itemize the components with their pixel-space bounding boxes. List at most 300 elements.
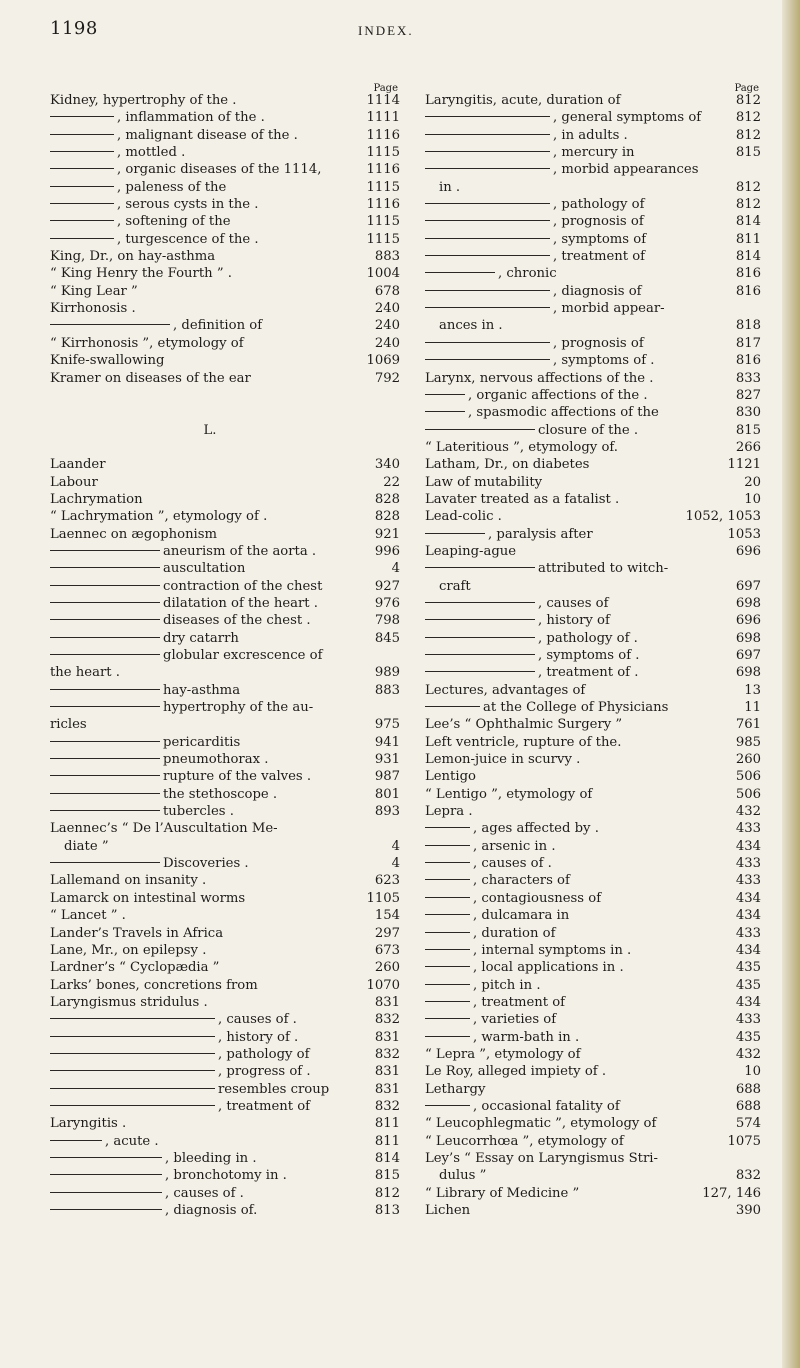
page-reference: 814 <box>735 249 761 265</box>
page-reference: 4 <box>391 856 400 872</box>
page-reference: 623 <box>374 873 400 889</box>
index-entry <box>50 508 400 525</box>
index-entry <box>50 1029 400 1046</box>
index-entry <box>50 699 400 716</box>
entry-text <box>50 109 265 126</box>
entry-label: Lead-colic . <box>425 509 502 525</box>
entry-text <box>50 144 185 161</box>
index-entry <box>50 786 400 803</box>
ditto-rule <box>425 238 550 239</box>
index-entry <box>50 1150 400 1167</box>
index-entry <box>425 161 761 178</box>
index-entry <box>50 838 400 855</box>
entry-label: , turgescence of the . <box>117 231 259 247</box>
page-reference: 816 <box>735 353 761 369</box>
entry-text <box>50 300 136 317</box>
index-entry <box>50 855 400 872</box>
entry-text <box>50 491 143 508</box>
index-entry <box>50 1133 400 1150</box>
page-reference: 1115 <box>366 214 400 230</box>
page-reference: 921 <box>374 526 400 542</box>
index-entry <box>425 526 761 543</box>
page-reference: 1070 <box>366 977 400 993</box>
entry-text <box>425 179 460 196</box>
page-reference: 434 <box>735 942 761 958</box>
index-entry <box>50 1115 400 1132</box>
entry-text <box>425 734 621 751</box>
entry-label: , causes of . <box>473 856 552 872</box>
page-reference: 432 <box>735 1046 761 1062</box>
page-reference: 697 <box>735 648 761 663</box>
page-reference: 828 <box>374 491 400 507</box>
entry-text <box>50 213 231 230</box>
index-entry <box>425 1202 761 1219</box>
ditto-rule <box>425 429 535 430</box>
ditto-rule <box>425 168 550 169</box>
entry-text <box>50 578 322 595</box>
entry-label: , chronic <box>498 266 557 282</box>
page-reference: 827 <box>735 387 761 403</box>
entry-label: contraction of the chest <box>163 578 323 594</box>
page-reference: 893 <box>374 804 400 820</box>
index-entry <box>425 474 761 491</box>
entry-text <box>425 352 654 369</box>
index-entry <box>425 127 761 144</box>
page-column-head: Page <box>734 83 759 94</box>
ditto-rule <box>425 984 470 985</box>
entry-label: Kramer on diseases of the ear <box>50 370 251 386</box>
index-entry <box>50 491 400 508</box>
ditto-rule <box>50 1105 215 1106</box>
running-head: INDEX. <box>358 23 414 38</box>
page-reference: 761 <box>735 717 761 733</box>
index-entry <box>425 1098 761 1115</box>
page-reference: 927 <box>374 578 400 594</box>
entry-label: Lepra . <box>425 804 473 820</box>
entry-text <box>425 335 644 352</box>
index-entry <box>50 716 400 733</box>
entry-label: “ Lentigo ”, etymology of <box>425 786 593 802</box>
entry-text <box>50 1029 298 1046</box>
entry-text <box>50 664 120 681</box>
page-reference: 828 <box>374 509 400 525</box>
entry-label: Lane, Mr., on epilepsy . <box>50 942 207 958</box>
page-reference: 812 <box>735 127 761 143</box>
ditto-rule <box>425 1036 470 1037</box>
page-reference: 20 <box>744 474 761 490</box>
ditto-rule <box>50 619 160 620</box>
ditto-rule <box>425 637 535 638</box>
index-entry <box>50 196 400 213</box>
ditto-rule <box>425 116 550 117</box>
entry-text <box>425 560 668 577</box>
spacer <box>50 387 400 404</box>
entry-label: globular excrescence of <box>163 648 323 663</box>
spacer <box>50 439 400 456</box>
index-entry <box>425 1167 761 1184</box>
page-reference: 812 <box>374 1185 400 1201</box>
entry-label: , bronchotomy in . <box>165 1168 287 1184</box>
page-reference: 696 <box>735 613 761 629</box>
index-entry <box>50 543 400 560</box>
page-reference: 574 <box>735 1116 761 1132</box>
index-entry <box>425 1081 761 1098</box>
index-entry <box>50 1185 400 1202</box>
index-entry <box>50 352 400 369</box>
entry-label: Larks’ bones, concretions from <box>50 977 258 993</box>
index-entry <box>425 925 761 942</box>
page-reference: 989 <box>374 665 400 681</box>
page-reference: 975 <box>374 717 400 733</box>
index-entry <box>425 1133 761 1150</box>
entry-label: Left ventricle, rupture of the. <box>425 734 622 750</box>
index-entry <box>50 734 400 751</box>
page-reference: 1116 <box>366 127 400 143</box>
entry-text <box>425 612 610 629</box>
index-entry <box>425 907 761 924</box>
entry-label: , causes of . <box>218 1012 297 1028</box>
ditto-rule <box>50 168 114 169</box>
ditto-rule <box>50 567 160 568</box>
index-entry <box>50 612 400 629</box>
page-reference: 240 <box>374 301 400 317</box>
entry-text <box>50 456 106 473</box>
index-entry <box>50 1081 400 1098</box>
page-reference: 698 <box>735 630 761 646</box>
entry-text <box>425 422 638 439</box>
index-entry <box>425 716 761 733</box>
page-reference: 154 <box>374 908 400 924</box>
entry-text <box>425 1115 656 1132</box>
entry-text <box>425 682 585 699</box>
entry-label: Kidney, hypertrophy of the . <box>50 93 237 108</box>
entry-text <box>425 283 642 300</box>
entry-label: , pathology of <box>553 197 645 213</box>
entry-text <box>425 786 592 803</box>
entry-text <box>425 161 698 178</box>
index-entry <box>425 231 761 248</box>
index-entry <box>425 977 761 994</box>
entry-text <box>50 508 267 525</box>
page-reference: 260 <box>374 960 400 976</box>
ditto-rule <box>425 949 470 950</box>
index-entry <box>50 1011 400 1028</box>
ditto-rule <box>50 1157 162 1158</box>
entry-text <box>50 768 311 785</box>
entry-label: pericarditis <box>163 734 241 750</box>
index-entry <box>425 439 761 456</box>
entry-label: Knife-swallowing <box>50 353 165 369</box>
entry-label: , treatment of <box>218 1098 311 1114</box>
index-entry <box>50 560 400 577</box>
index-entry <box>50 370 400 387</box>
entry-text <box>50 699 313 716</box>
entry-label: the heart . <box>50 665 120 681</box>
ditto-rule <box>425 966 470 967</box>
ditto-rule <box>425 1018 470 1019</box>
entry-label: “ Leucophlegmatic ”, etymology of <box>425 1116 657 1132</box>
page-reference: 433 <box>735 1012 761 1028</box>
entry-text <box>425 647 639 664</box>
ditto-rule <box>425 220 550 221</box>
entry-text <box>50 370 251 387</box>
entry-label: “ Lancet ” . <box>50 908 126 924</box>
index-entry <box>425 1063 761 1080</box>
entry-text <box>50 1115 126 1132</box>
entry-text <box>50 803 234 820</box>
entry-text <box>50 231 259 248</box>
ditto-rule <box>425 1001 470 1002</box>
entry-text <box>50 959 219 976</box>
entry-label: , warm-bath in . <box>473 1029 580 1045</box>
page-reference: 1004 <box>366 266 400 282</box>
entry-label: , definition of <box>173 318 263 334</box>
entry-text <box>50 716 87 733</box>
page-reference: 831 <box>374 1029 400 1045</box>
entry-label: “ Lateritious ”, etymology of. <box>425 439 618 455</box>
index-entry <box>425 1046 761 1063</box>
entry-label: Ley’s “ Essay on Laryngismus Stri- <box>425 1150 658 1166</box>
entry-text <box>50 786 277 803</box>
entry-label: Lavater treated as a fatalist . <box>425 491 620 507</box>
page-reference: 435 <box>735 977 761 993</box>
ditto-rule <box>50 793 160 794</box>
entry-text <box>425 630 638 647</box>
ditto-rule <box>50 1018 215 1019</box>
entry-text <box>50 890 245 907</box>
entry-text <box>50 630 239 647</box>
page-reference: 815 <box>735 145 761 161</box>
entry-text <box>50 1185 244 1202</box>
entry-text <box>425 127 628 144</box>
ditto-rule <box>50 689 160 690</box>
entry-text <box>50 127 298 144</box>
ditto-rule <box>425 342 550 343</box>
entry-text <box>425 820 599 837</box>
entry-label: Lander’s Travels in Africa <box>50 925 224 941</box>
page-reference: 433 <box>735 856 761 872</box>
index-entry <box>425 1115 761 1132</box>
entry-label: , history of . <box>218 1029 299 1045</box>
ditto-rule <box>425 134 550 135</box>
entry-label: “ Kirrhonosis ”, etymology of <box>50 335 244 351</box>
page-reference: 297 <box>374 925 400 941</box>
entry-text <box>50 1150 257 1167</box>
page-reference: 1115 <box>366 145 400 161</box>
page-reference: 815 <box>374 1168 400 1184</box>
entry-label: Discoveries . <box>163 856 249 872</box>
page-reference: 4 <box>391 561 400 577</box>
entry-text <box>50 196 258 213</box>
index-entry <box>50 456 400 473</box>
entry-text <box>425 855 552 872</box>
index-entry <box>425 1011 761 1028</box>
ditto-rule <box>50 810 160 811</box>
page-reference: 434 <box>735 890 761 906</box>
ditto-rule <box>425 671 535 672</box>
entry-text <box>425 439 618 456</box>
ditto-rule <box>50 654 160 655</box>
page-reference: 688 <box>735 1081 761 1097</box>
entry-label: , organic affections of the . <box>468 387 648 403</box>
entry-label: , in adults . <box>553 127 628 143</box>
entry-text <box>50 838 109 855</box>
page-reference: 801 <box>374 786 400 802</box>
entry-label: , treatment of . <box>538 665 639 681</box>
index-entry <box>425 803 761 820</box>
index-column-right <box>425 83 761 1219</box>
entry-label: the stethoscope . <box>163 786 278 802</box>
ditto-rule <box>50 862 160 863</box>
entry-label: dry catarrh <box>163 630 239 646</box>
entry-text <box>50 179 226 196</box>
page-reference: 831 <box>374 994 400 1010</box>
entry-label: , local applications in . <box>473 960 624 976</box>
page-reference: 798 <box>374 613 400 629</box>
entry-label: “ Leucorrhœa ”, etymology of <box>425 1133 624 1149</box>
entry-text <box>425 543 516 560</box>
entry-label: “ King Lear ” <box>50 283 138 299</box>
page-reference: 13 <box>744 682 761 698</box>
entry-text <box>425 977 541 994</box>
index-entry <box>50 109 400 126</box>
index-entry <box>425 872 761 889</box>
entry-text <box>425 768 476 785</box>
entry-text <box>425 491 619 508</box>
page-reference: 4 <box>391 838 400 854</box>
page-reference: 883 <box>374 682 400 698</box>
index-entry <box>50 1046 400 1063</box>
page-reference: 506 <box>735 786 761 802</box>
entry-label: Laryngitis, acute, duration of <box>425 93 621 108</box>
entry-label: , progress of . <box>218 1064 311 1080</box>
entry-text <box>425 994 565 1011</box>
ditto-rule <box>425 151 550 152</box>
entry-text <box>50 977 258 994</box>
entry-text <box>425 1167 486 1184</box>
entry-text <box>50 734 240 751</box>
index-entry <box>425 630 761 647</box>
entry-label: , treatment of <box>473 994 566 1010</box>
index-entry <box>50 820 400 837</box>
page-reference: 1053 <box>727 526 761 542</box>
page-reference: 985 <box>735 734 761 750</box>
page-reference: 433 <box>735 873 761 889</box>
index-entry <box>425 647 761 664</box>
entry-label: dulus ” <box>439 1168 487 1184</box>
entry-label: , acute . <box>105 1133 159 1149</box>
index-entry <box>425 543 761 560</box>
entry-text <box>50 526 217 543</box>
index-entry <box>50 300 400 317</box>
entry-label: in . <box>439 179 461 195</box>
entry-text <box>425 526 593 543</box>
page-reference: 435 <box>735 1029 761 1045</box>
entry-text <box>50 647 323 664</box>
entry-label: , malignant disease of the . <box>117 127 298 143</box>
index-entry <box>425 352 761 369</box>
entry-text <box>50 907 126 924</box>
entry-label: hypertrophy of the au- <box>163 700 314 716</box>
entry-label: Kirrhonosis . <box>50 301 136 317</box>
entry-text <box>50 265 232 282</box>
index-entry <box>50 872 400 889</box>
entry-text <box>425 213 644 230</box>
page-reference: 240 <box>374 335 400 351</box>
page-reference: 832 <box>374 1046 400 1062</box>
entry-label: ricles <box>50 717 87 733</box>
entry-label: , softening of the <box>117 214 231 230</box>
entry-label: Lichen <box>425 1203 471 1218</box>
ditto-rule <box>50 238 114 239</box>
page-reference: 673 <box>374 942 400 958</box>
entry-text <box>425 1081 485 1098</box>
page-reference: 976 <box>374 595 400 611</box>
entry-label: Lachrymation <box>50 491 143 507</box>
entry-label: , spasmodic affections of the <box>468 405 659 421</box>
ditto-rule <box>50 116 114 117</box>
entry-label: , contagiousness of <box>473 890 602 906</box>
entry-label: Lentigo <box>425 769 476 785</box>
entry-label: , varieties of <box>473 1012 557 1028</box>
entry-text <box>425 1046 580 1063</box>
entry-text <box>50 855 249 872</box>
entry-label: Laryngismus stridulus . <box>50 994 208 1010</box>
ditto-rule <box>425 897 470 898</box>
index-entry <box>50 127 400 144</box>
index-entry <box>425 144 761 161</box>
entry-label: “ Library of Medicine ” <box>425 1185 580 1201</box>
index-entry <box>425 959 761 976</box>
page-reference: 816 <box>735 283 761 299</box>
entry-label: , bleeding in . <box>165 1150 257 1166</box>
entry-text <box>50 1098 310 1115</box>
entry-text <box>50 283 138 300</box>
page-number: 1198 <box>50 18 98 39</box>
index-entry <box>425 456 761 473</box>
index-entry <box>50 768 400 785</box>
ditto-rule <box>50 602 160 603</box>
entry-label: , duration of <box>473 925 556 941</box>
entry-text <box>50 612 311 629</box>
entry-label: , arsenic in . <box>473 838 556 854</box>
page-reference: 814 <box>735 214 761 230</box>
entry-label: , ages affected by . <box>473 821 599 837</box>
entry-label: , characters of <box>473 873 570 889</box>
index-entry <box>50 751 400 768</box>
index-entry <box>425 213 761 230</box>
index-entry <box>50 179 400 196</box>
index-entry <box>50 664 400 681</box>
entry-text <box>50 682 240 699</box>
entry-label: rupture of the valves . <box>163 769 312 785</box>
page-reference: 832 <box>374 1012 400 1028</box>
entry-label: ances in . <box>439 318 503 334</box>
ditto-rule <box>425 290 550 291</box>
page-reference: 815 <box>735 422 761 438</box>
entry-text <box>50 994 208 1011</box>
page-reference: 433 <box>735 925 761 941</box>
index-entry <box>425 404 761 421</box>
index-entry <box>50 1202 400 1219</box>
page-reference: 1121 <box>727 457 761 473</box>
page-reference: 816 <box>735 266 761 282</box>
entry-text <box>425 872 570 889</box>
page-reference: 1111 <box>366 110 400 126</box>
section-letter: L. <box>203 422 217 438</box>
ditto-rule <box>425 862 470 863</box>
index-entry <box>50 959 400 976</box>
